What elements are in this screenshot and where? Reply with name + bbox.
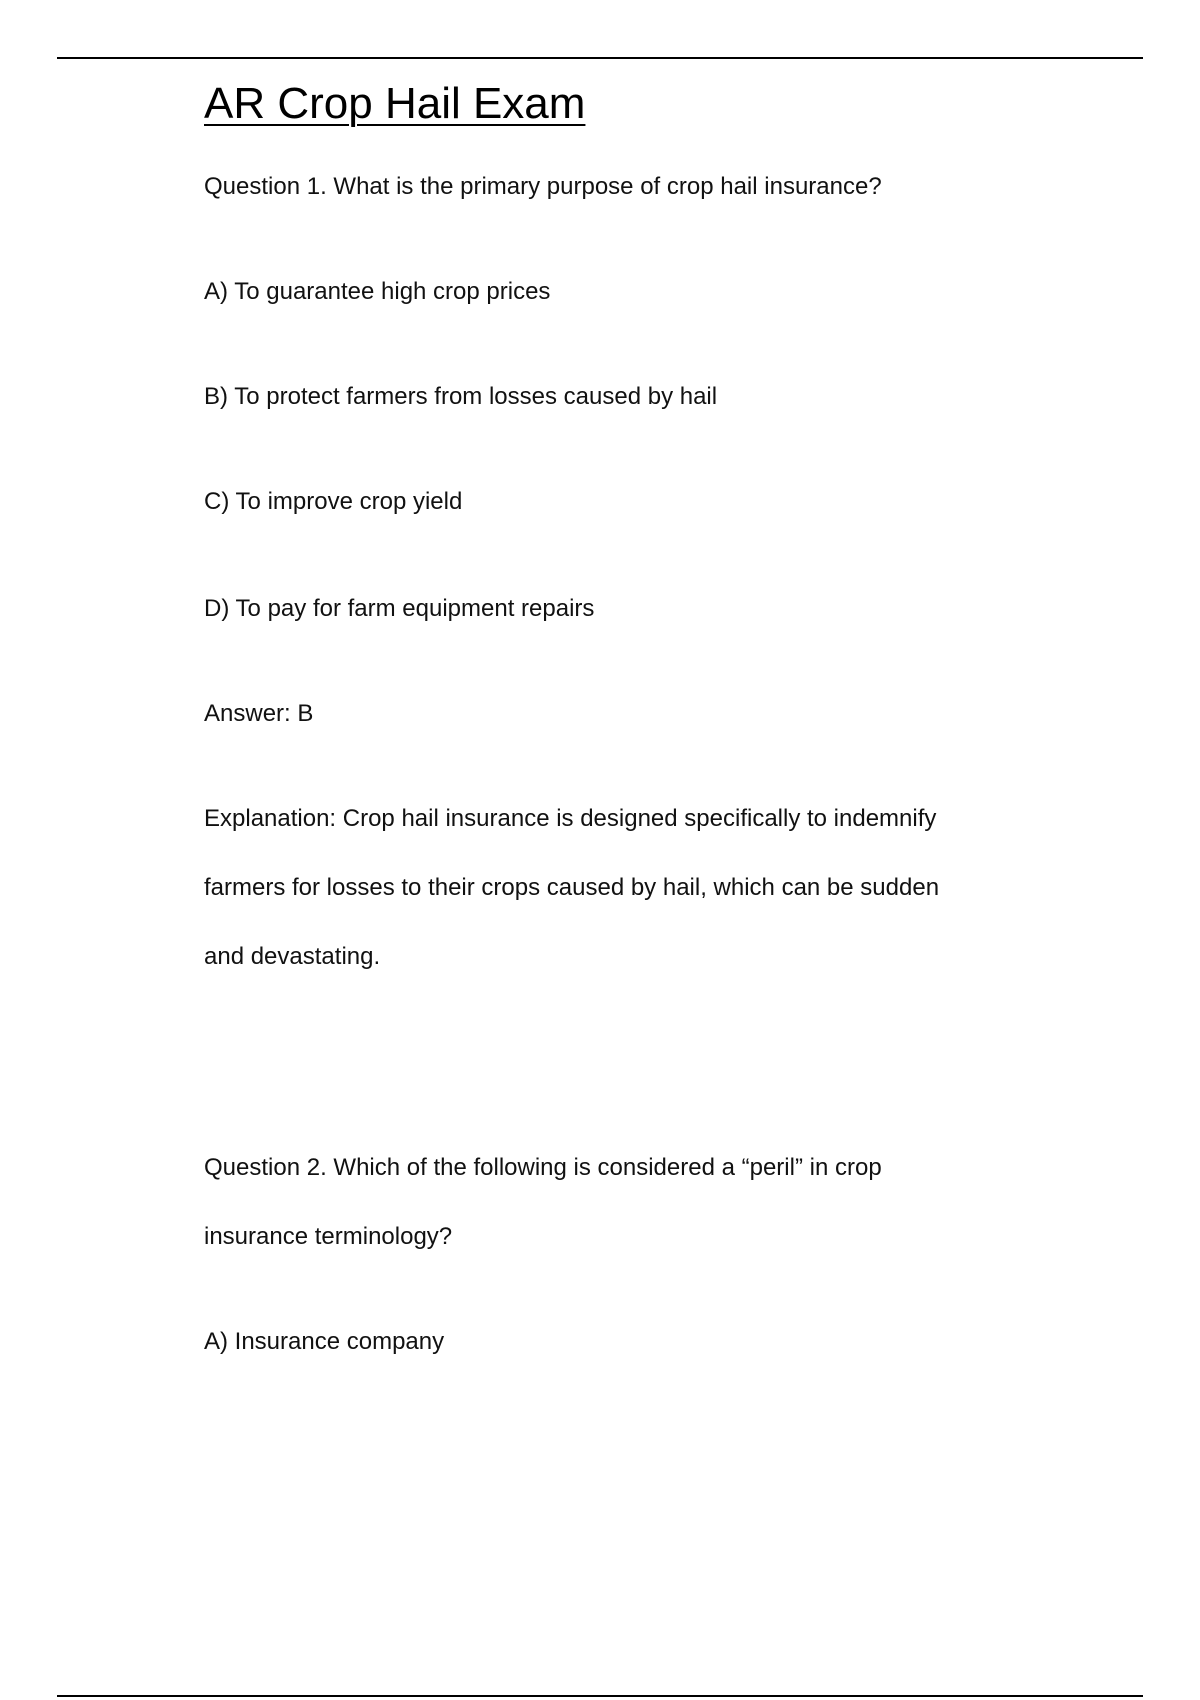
- question-2-prompt-line-2: insurance terminology?: [204, 1223, 453, 1250]
- question-1-option-a: A) To guarantee high crop prices: [204, 278, 551, 305]
- question-1-answer: Answer: B: [204, 700, 314, 727]
- question-1-option-d: D) To pay for farm equipment repairs: [204, 595, 595, 622]
- document-title: AR Crop Hail Exam: [204, 79, 586, 128]
- question-1-explanation-line-2: farmers for losses to their crops caused by hail, which can be sudden: [204, 874, 940, 901]
- bottom-rule: [57, 1695, 1143, 1697]
- question-1-explanation-line-3: and devastating.: [204, 943, 381, 970]
- question-2-option-a: A) Insurance company: [204, 1328, 445, 1355]
- question-1-option-c: C) To improve crop yield: [204, 488, 463, 515]
- top-rule: [57, 57, 1143, 59]
- question-1-prompt: Question 1. What is the primary purpose of crop hail insurance?: [204, 173, 882, 200]
- question-1-explanation-line-1: Explanation: Crop hail insurance is designed specifically to indemnify: [204, 805, 937, 832]
- question-1-option-b: B) To protect farmers from losses caused by hail: [204, 383, 718, 410]
- question-2-prompt-line-1: Question 2. Which of the following is considered a “peril” in crop: [204, 1154, 882, 1181]
